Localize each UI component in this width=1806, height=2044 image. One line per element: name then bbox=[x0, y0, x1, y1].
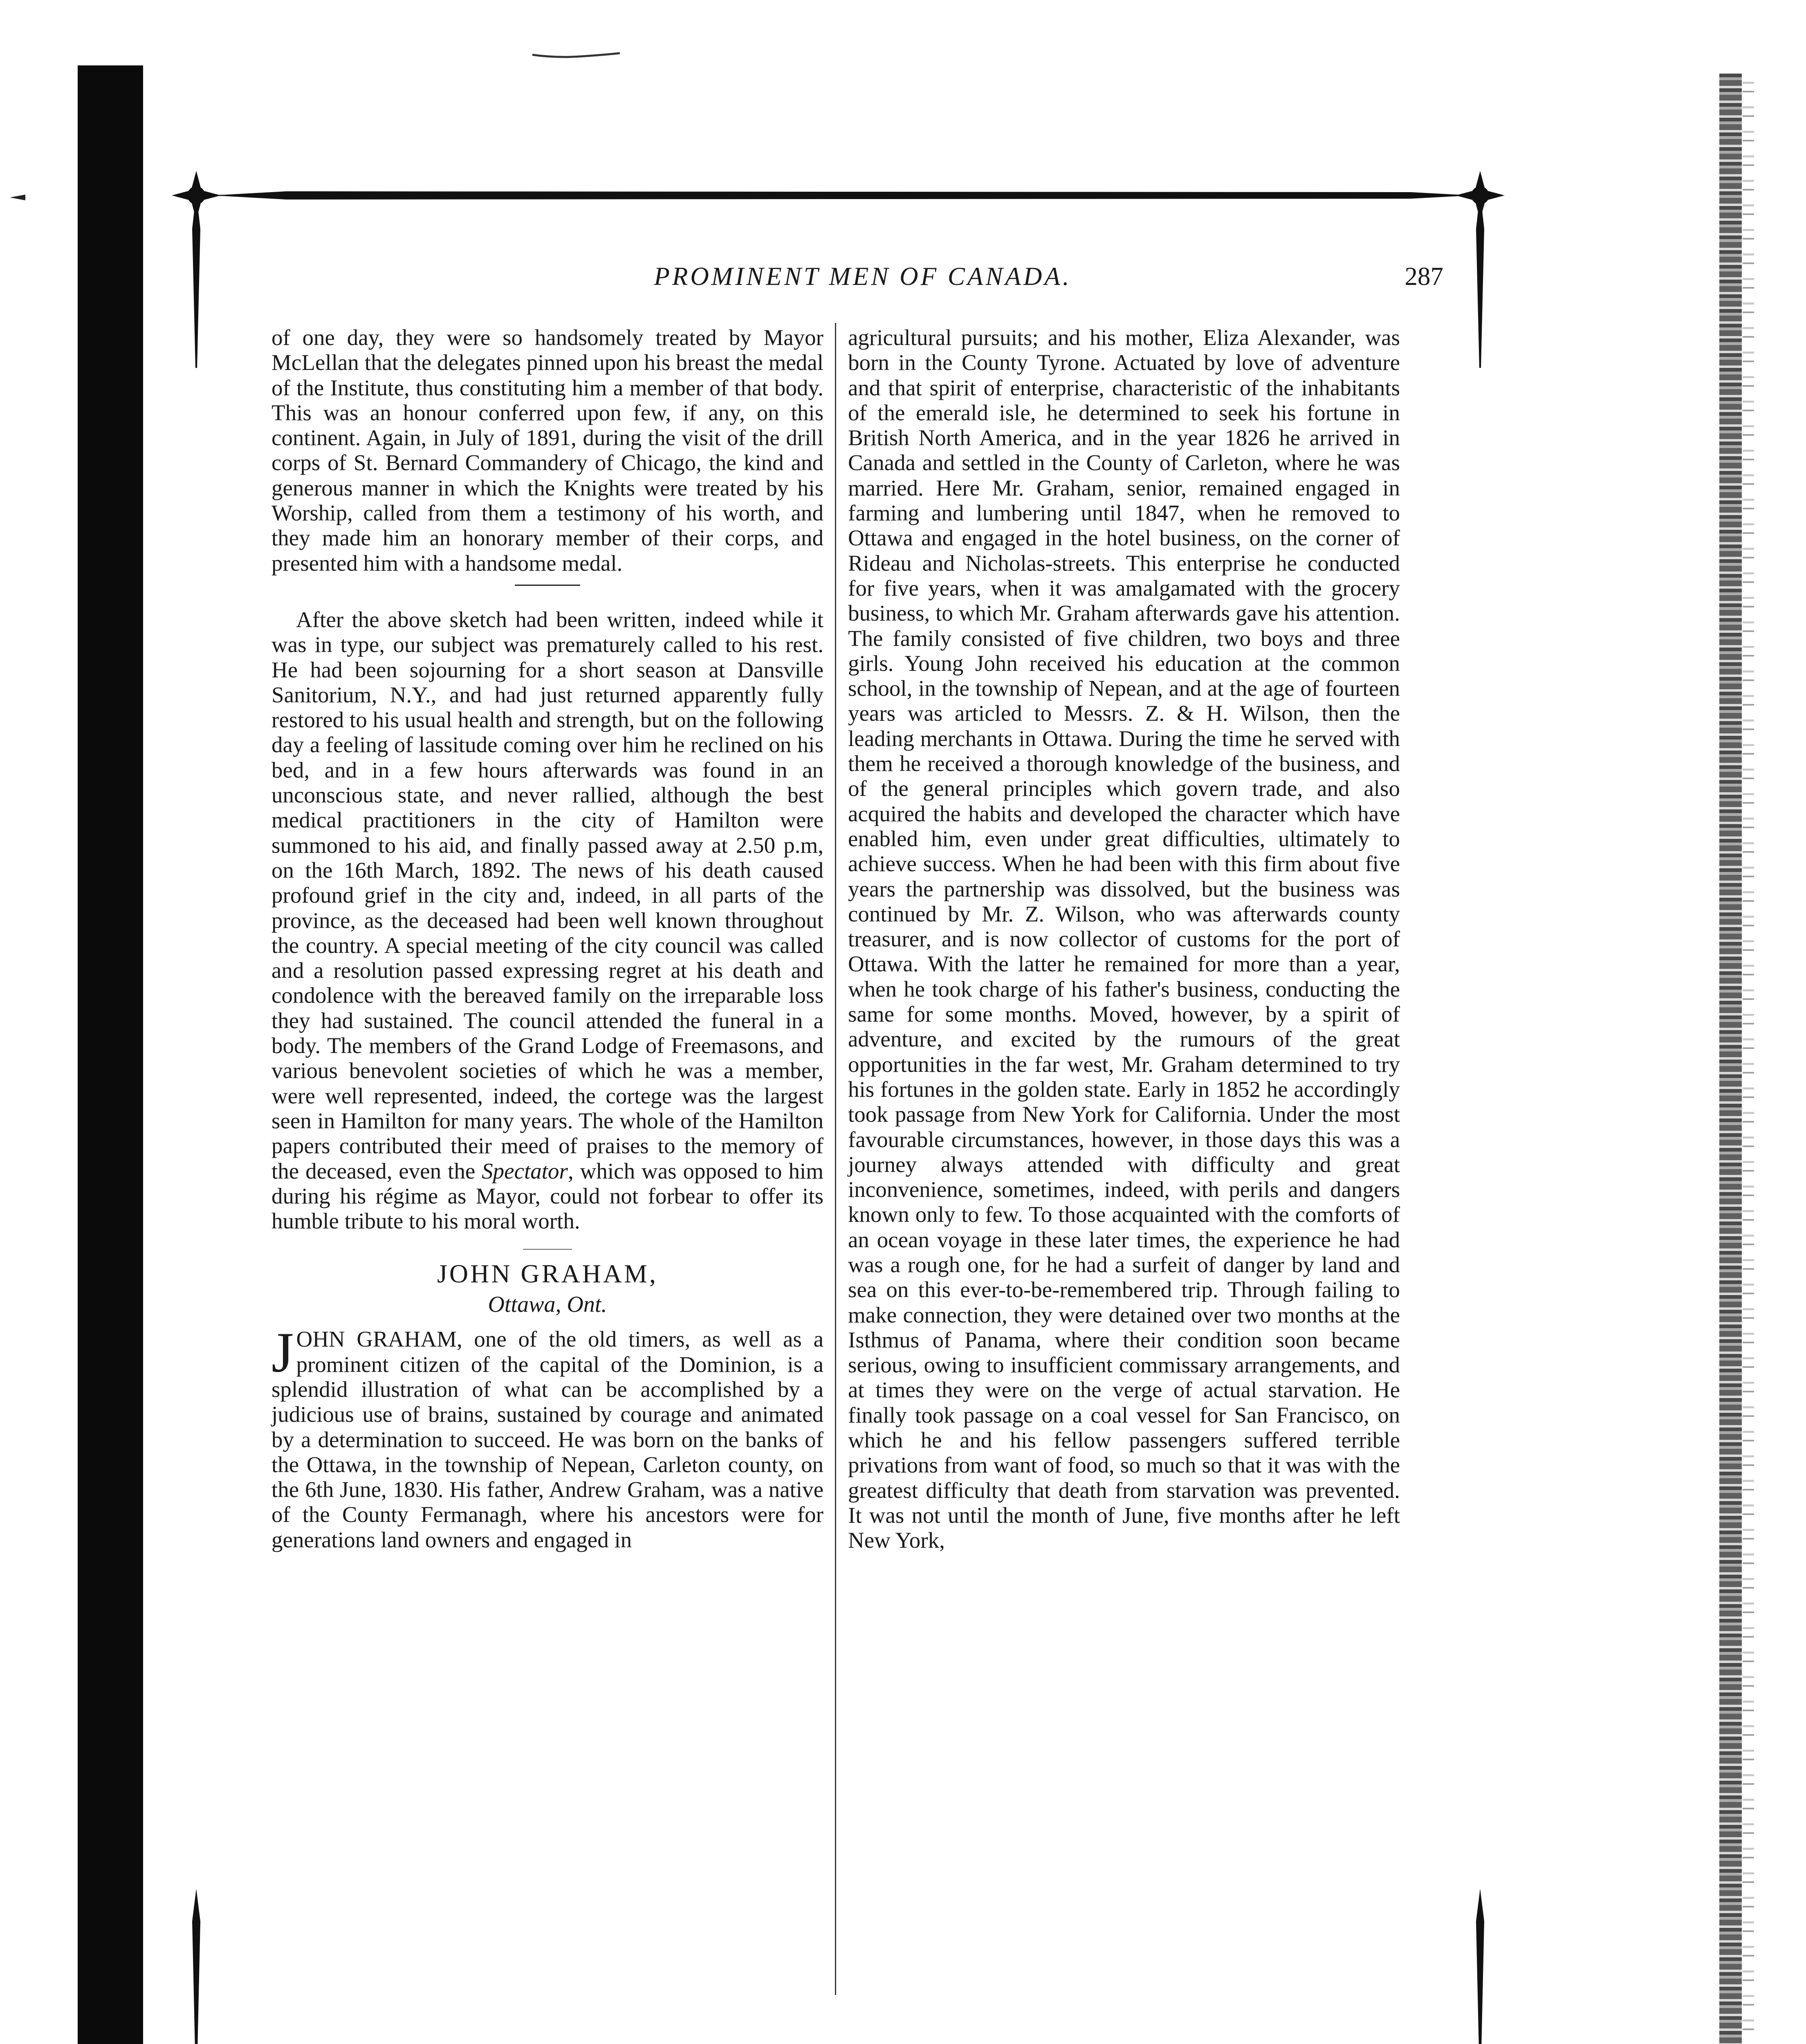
section-rule bbox=[523, 1249, 572, 1250]
paragraph-text: , which was opposed to him during his régime as Mayor, could not forbear to offer its humble tribute to his moral worth. bbox=[271, 1158, 824, 1234]
paragraph: agricultural pursuits; and his mother, Eliza Alexander, was born in the County Tyrone. Actuated by love of adventure and that spirit of enterprise, characteristic of the inhabitants of the emerald isle, he determined to seek his fortune in British North America, and in the year 1826 he arrived in Canada and settled in the County of Carleton, where he was married. Here Mr. Graham, senior, remained engaged in farming and lumbering until 1847, when he removed to Ottawa and engaged in the hotel business, on the corner of Rideau and Nicholas-streets. This enterprise he conducted for five years, when it was amalgamated with the grocery business, to which Mr. Graham afterwards gave his attention. The family consisted of five children, two boys and three girls. Young John received his education at the common school, in the township of Nepean, and at the age of fourteen years was articled to Messrs. Z. & H. Wilson, then the leading merchants in Ottawa. During the time he served with them he received a thorough knowledge of the business, and of the general principles which govern trade, and also acquired the habits and developed the character which have enabled him, even under great difficulties, ultimately to achieve success. When he had been with this firm about five years the partnership was dissolved, but the business was continued by Mr. Z. Wilson, who was afterwards county treasurer, and is now collector of customs for the port of Ottawa. With the latter he remained for more than a year, when he took charge of his father's business, conducting the same for some months. Moved, however, by a spirit of adventure, and excited by the rumours of the great opportunities in the far west, Mr. Graham determined to try his fortunes in the golden state. Early in 1852 he accordingly took passage from New York for California. Under the most favourable circumstances, however, in those days this was a journey always attended with difficulty and great inconvenience, sometimes, indeed, with perils and dangers known only to few. To those acquainted with the comforts of an ocean voyage in these later times, the experience he had was a rough one, for he had a surfeit of danger by land and sea on this ever-to-be-remembered trip. Through failing to make connection, they were detained over two months at the Isthmus of Panama, where their condition soon became serious, owing to insufficient commissary arrangements, and at times they were on the verge of actual starvation. He finally took passage on a coal vessel for San Francisco, on which he and his fellow passengers suffered terrible privations from want of food, so much so that it was with the greatest difficulty that death from starvation was prevented. It was not until the month of June, five months after he left New York, bbox=[848, 325, 1400, 1553]
right-column bbox=[848, 325, 1400, 1553]
page-number: 287 bbox=[1404, 262, 1443, 291]
drop-cap: J bbox=[271, 1321, 294, 1385]
biography-heading: JOHN GRAHAM, bbox=[437, 1259, 658, 1289]
paragraph-text: After the above sketch had been written, indeed while it was in type, our subject was prematurely called to his rest. He had been sojourning for a short season at Dansville Sanitorium, N.Y., and had just returned apparently fully restored to his usual health and strength, but on the following day a feeling of lassitude coming over him he reclined on his bed, and in a few hours afterwards was found in an unconscious state, and never rallied, although the best medical practitioners in the city of Hamilton were summoned to his aid, and finally passed away at 2.50 p.m, on the 16th March, 1892. The news of his death caused profound grief in the city and, indeed, in all parts of the province, as the deceased had been well known throughout the country. A special meeting of the city council was called and a resolution passed expressing regret at his death and condolence with the bereaved family on the irreparable loss they had sustained. The council attended the funeral in a body. The members of the Grand Lodge of Freemasons, and various benevolent societies of which he was a member, were well represented, indeed, the cortege was the largest seen in Hamilton for many years. The whole of the Hamilton papers contributed their meed of praises to the memory of the deceased, even the bbox=[271, 607, 823, 1183]
section-rule bbox=[515, 585, 580, 586]
left-column bbox=[271, 325, 823, 1552]
column-divider bbox=[835, 323, 836, 1995]
biography-place: Ottawa, Ont. bbox=[488, 1292, 607, 1318]
paragraph bbox=[271, 1321, 823, 1552]
paragraph-text: OHN GRAHAM, one of the old timers, as well as a prominent citizen of the capital of the Dominion, is a splendid illustration of what can be accomplished by a judicious use of brains, sustained by courage and animated by a determination to succeed. He was born on the banks of the Ottawa, in the township of Nepean, Carleton county, on the 6th June, 1830. His father, Andrew Graham, was a native of the County Fermanagh, where his ancestors were for generations land owners and engaged in bbox=[271, 1327, 823, 1552]
running-head: PROMINENT MEN OF CANADA. bbox=[654, 262, 1072, 291]
paragraph: of one day, they were so handsomely treated by Mayor McLellan that the delegates pinned upon his breast the medal of the Institute, thus constituting him a member of that body. This was an honour conferred upon few, if any, on this continent. Again, in July of 1891, during the visit of the drill corps of St. Bernard Commandery of Chicago, the kind and generous manner in which the Knights were treated by his Worship, called from them a testimony of his worth, and they made him an honorary member of their corps, and presented him with a handsome medal. bbox=[271, 325, 823, 576]
italic-title: Spectator bbox=[482, 1158, 568, 1183]
paragraph bbox=[271, 607, 823, 1233]
